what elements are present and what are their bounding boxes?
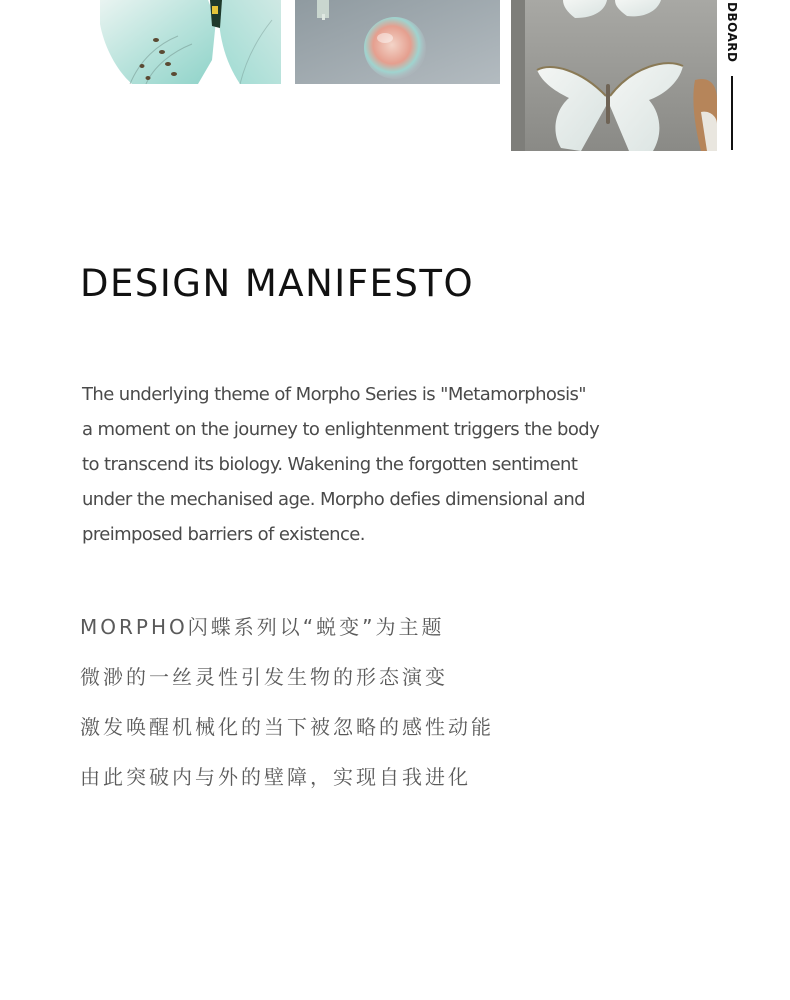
side-label: DBOARD <box>725 1 739 62</box>
butterfly-wing-photo <box>100 0 281 84</box>
iridescent-bubble-photo <box>295 0 500 84</box>
chinese-line: 微渺的一丝灵性引发生物的形态演变 <box>80 665 448 689</box>
english-line: under the mechanised age. Morpho defies dimensional and <box>82 489 586 510</box>
pinned-butterflies-photo <box>511 0 717 151</box>
chinese-line: 激发唤醒机械化的当下被忽略的感性动能 <box>80 715 494 739</box>
chinese-line: MORPHO闪蝶系列以“蜕变”为主题 <box>80 615 445 639</box>
english-line: The underlying theme of Morpho Series is "Metamorphosis" <box>82 384 586 405</box>
manifesto-chinese-text <box>80 608 494 808</box>
chinese-line: 由此突破内与外的壁障，实现自我进化 <box>80 765 471 789</box>
english-line: a moment on the journey to enlightenment triggers the body <box>82 419 600 440</box>
side-divider <box>731 76 733 150</box>
page-title: DESIGN MANIFESTO <box>80 262 475 305</box>
english-line: preimposed barriers of existence. <box>82 524 365 545</box>
english-line: to transcend its biology. Wakening the forgotten sentiment <box>82 454 578 475</box>
manifesto-english-text <box>82 377 622 552</box>
